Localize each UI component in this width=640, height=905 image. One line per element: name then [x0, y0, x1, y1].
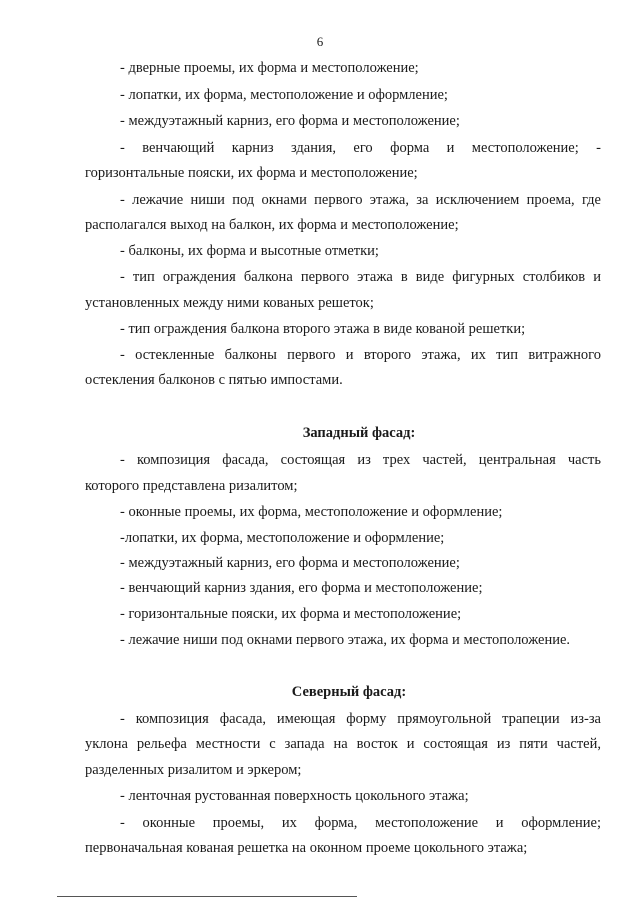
item-pilasters: - лопатки, их форма, местоположение и оформление; [120, 87, 448, 103]
item-interfloor-cornice: - междуэтажный карниз, его форма и местоположение; [120, 113, 460, 129]
heading-north-facade: Северный фасад: [291, 684, 407, 700]
item-niches-line2: располагался выход на балкон, их форма и местоположение; [85, 217, 459, 233]
item-glazed-line1: - остекленные балконы первого и второго этажа, их тип витражного [120, 347, 601, 363]
north-composition-line3: разделенных ризалитом и эркером; [85, 762, 302, 778]
item-doors: - дверные проемы, их форма и местоположение; [120, 60, 419, 76]
west-composition-line1: - композиция фасада, состоящая из трех частей, центральная часть [120, 452, 601, 468]
item-railing2: - тип ограждения балкона второго этажа в виде кованой решетки; [120, 321, 526, 337]
north-composition-line2: уклона рельефа местности с запада на восток и состоящая из пяти частей, [85, 736, 601, 752]
north-windows-line1: - оконные проемы, их форма, местоположение и оформление; [120, 815, 601, 831]
page-number: 6 [316, 34, 324, 49]
item-railing1-line1: - тип ограждения балкона первого этажа в виде фигурных столбиков и [120, 269, 601, 285]
item-glazed-line2: остекления балконов с пятью импостами. [85, 372, 343, 388]
west-composition-line2: которого представлена ризалитом; [85, 478, 298, 494]
north-windows-line2: первоначальная кованая решетка на оконном проеме цокольного этажа; [85, 840, 528, 856]
item-crowning-cornice-line2: горизонтальные пояски, их форма и местоположение; [85, 165, 418, 181]
west-pilasters: -лопатки, их форма, местоположение и оформление; [120, 530, 445, 546]
west-windows: - оконные проемы, их форма, местоположение и оформление; [120, 504, 503, 520]
north-rustication: - ленточная рустованная поверхность цокольного этажа; [120, 788, 469, 804]
item-niches-line1: - лежачие ниши под окнами первого этажа, за исключением проема, где [120, 192, 601, 208]
west-niches: - лежачие ниши под окнами первого этажа, их форма и местоположение. [120, 632, 571, 648]
north-composition-line1: - композиция фасада, имеющая форму прямоугольной трапеции из-за [120, 711, 601, 727]
item-railing1-line2: установленных между ними кованых решеток; [85, 295, 374, 311]
west-belts: - горизонтальные пояски, их форма и местоположение; [120, 606, 462, 622]
footer-rule [57, 896, 357, 897]
west-crowning-cornice: - венчающий карниз здания, его форма и местоположение; [120, 580, 483, 596]
west-interfloor-cornice: - междуэтажный карниз, его форма и местоположение; [120, 555, 460, 571]
item-balconies: - балконы, их форма и высотные отметки; [120, 243, 379, 259]
item-crowning-cornice-line1: - венчающий карниз здания, его форма и местоположение; - [120, 140, 601, 156]
heading-west-facade: Западный фасад: [302, 425, 416, 441]
